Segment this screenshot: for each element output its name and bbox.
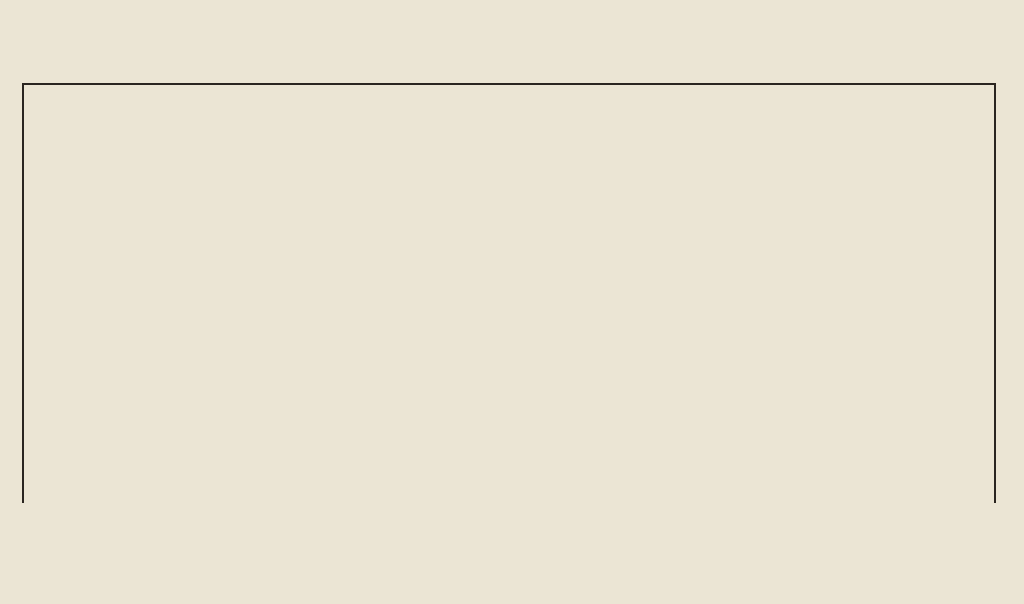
deaths-table (22, 83, 996, 503)
